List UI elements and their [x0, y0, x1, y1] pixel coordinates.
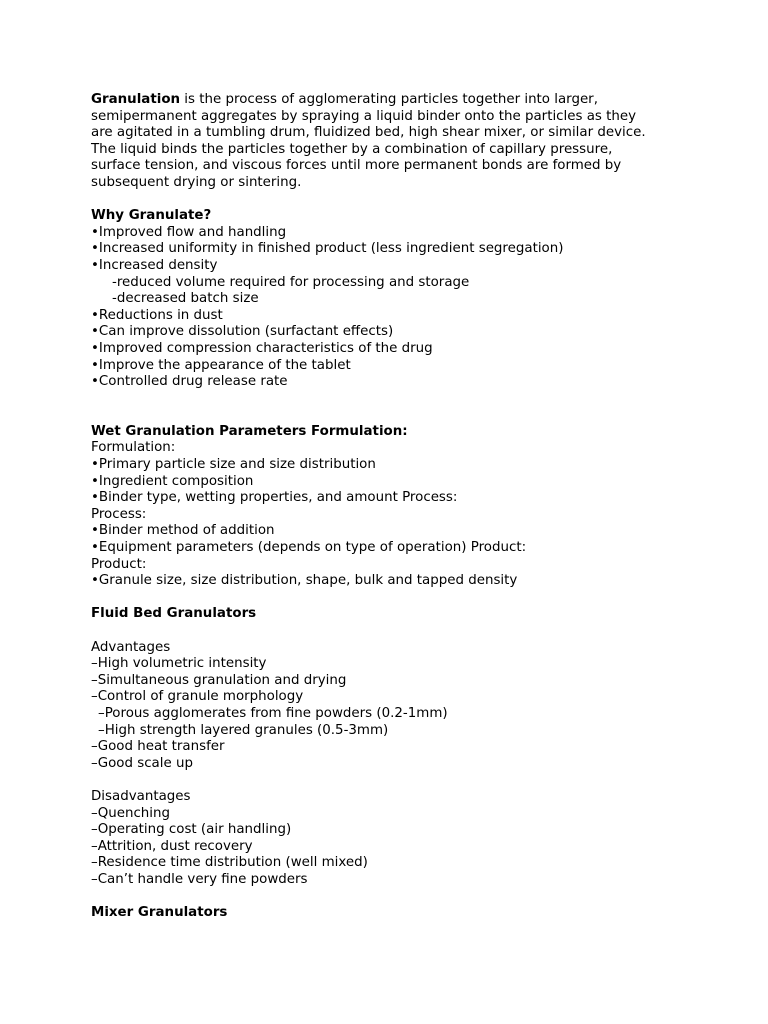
document-page [91, 92, 731, 922]
advantage-item: –Control of granule morphology [91, 689, 304, 705]
sub-item: -decreased batch size [112, 291, 259, 307]
why-granulate-heading: Why Granulate? [91, 208, 212, 224]
intro-line: semipermanent aggregates by spraying a liquid binder onto the particles as they [91, 108, 637, 124]
wet-line: Formulation: [91, 440, 176, 456]
intro-line: are agitated in a tumbling drum, fluidized bed, high shear mixer, or similar device. [91, 125, 646, 141]
wet-granulation-heading: Wet Granulation Parameters Formulation: [91, 423, 408, 439]
wet-line: Process: [91, 506, 147, 522]
bullet-item: •Improved flow and handling [91, 224, 287, 240]
spacer [91, 772, 731, 789]
intro-line: The liquid binds the particles together by a combination of capillary pressure, [91, 141, 613, 157]
disadvantage-item: –Residence time distribution (well mixed) [91, 855, 368, 871]
wet-line: •Granule size, size distribution, shape, bulk and tapped density [91, 573, 518, 589]
wet-granulation-section [91, 424, 731, 590]
wet-line: Product: [91, 556, 147, 572]
intro-line: subsequent drying or sintering. [91, 174, 302, 190]
wet-line: •Binder type, wetting properties, and amount Process: [91, 490, 458, 506]
sub-item: -reduced volume required for processing and storage [112, 274, 470, 290]
wet-line: •Primary particle size and size distribution [91, 457, 376, 473]
disadvantage-item: –Attrition, dust recovery [91, 838, 253, 854]
advantage-item: –High volumetric intensity [91, 656, 267, 672]
spacer [91, 590, 731, 607]
advantage-item: –Good scale up [91, 755, 193, 771]
intro-paragraph [91, 92, 731, 192]
disadvantages-label: Disadvantages [91, 788, 191, 804]
wet-line: •Ingredient composition [91, 473, 254, 489]
advantage-sub-item: –Porous agglomerates from fine powders (0.2-1mm) [98, 705, 448, 721]
advantage-item: –Simultaneous granulation and drying [91, 672, 347, 688]
mixer-granulators-heading: Mixer Granulators [91, 905, 228, 921]
bullet-item: •Increased uniformity in finished product (less ingredient segregation) [91, 241, 564, 257]
spacer [91, 391, 731, 424]
wet-line: •Equipment parameters (depends on type of operation) Product: [91, 540, 527, 556]
bullet-item: •Reductions in dust [91, 307, 223, 323]
advantage-sub-item: –High strength layered granules (0.5-3mm) [98, 722, 389, 738]
advantage-item: –Good heat transfer [91, 739, 225, 755]
disadvantage-item: –Quenching [91, 805, 171, 821]
bullet-item: •Controlled drug release rate [91, 374, 288, 390]
intro-line: Granulation is the process of agglomerating particles together into larger, [91, 92, 598, 107]
bullet-item: •Increased density [91, 257, 218, 273]
disadvantage-item: –Operating cost (air handling) [91, 822, 292, 838]
advantages-label: Advantages [91, 639, 171, 655]
fluid-bed-section [91, 606, 731, 888]
term-granulation: Granulation [91, 92, 181, 107]
spacer [91, 192, 731, 209]
spacer [91, 889, 731, 906]
disadvantage-item: –Can’t handle very fine powders [91, 871, 308, 887]
wet-line: •Binder method of addition [91, 523, 275, 539]
fluid-bed-heading: Fluid Bed Granulators [91, 606, 257, 622]
intro-line: surface tension, and viscous forces until more permanent bonds are formed by [91, 158, 622, 174]
bullet-item: •Improve the appearance of the tablet [91, 357, 351, 373]
bullet-item: •Can improve dissolution (surfactant effects) [91, 324, 394, 340]
spacer [91, 623, 731, 640]
why-granulate-section [91, 208, 731, 391]
bullet-item: •Improved compression characteristics of the drug [91, 340, 433, 356]
